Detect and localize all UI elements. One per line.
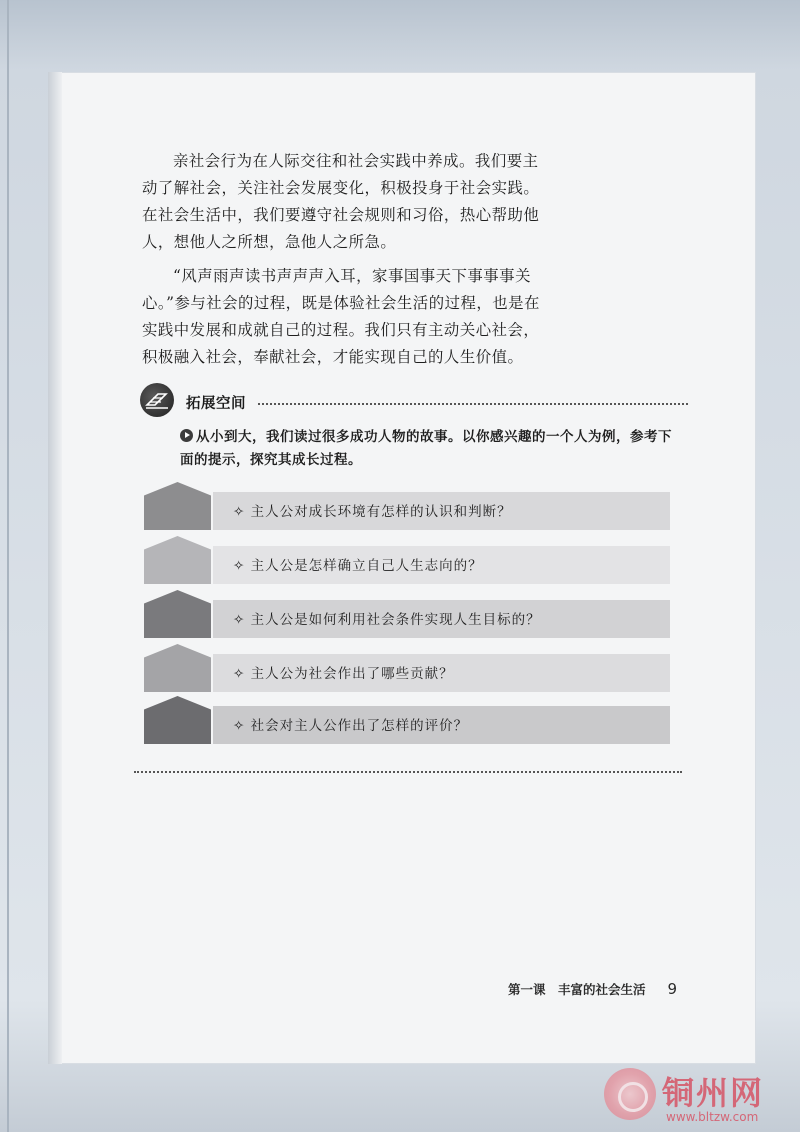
question-tab <box>144 644 211 692</box>
pen-on-paper-icon <box>140 383 174 417</box>
body-text <box>142 148 552 378</box>
question-tab <box>144 482 211 530</box>
question-tab <box>144 536 211 584</box>
question-item <box>144 644 670 692</box>
paragraph: 亲社会行为在人际交往和社会实践中养成。我们要主动了解社会，关注社会发展变化，积极投身于社会实践。在社会生活中，我们要遵守社会规则和习俗，热心帮助他人，想他人之所想，急他人之所急。 <box>142 152 540 251</box>
section-header <box>140 383 688 423</box>
binding-edge <box>7 0 9 1132</box>
dotted-divider <box>134 771 682 773</box>
question-text: ✧ 社会对主人公作出了怎样的评价？ <box>233 718 469 734</box>
page-gutter <box>48 72 62 1064</box>
watermark-logo <box>604 1068 656 1120</box>
question-item <box>144 536 670 584</box>
question-tab <box>144 590 211 638</box>
question-item <box>144 590 670 638</box>
question-text: ✧ 主人公对成长环境有怎样的认识和判断？ <box>233 504 512 520</box>
dotted-divider <box>258 403 688 405</box>
question-text: ✧ 主人公为社会作出了哪些贡献？ <box>233 666 454 682</box>
page-number: 9 <box>667 980 678 998</box>
paragraph: “风声雨声读书声声声入耳，家事国事天下事事事关心。”参与社会的过程，既是体验社会生活的过程，也是在实践中发展和成就自己的过程。我们只有主动关心社会，积极融入社会，奉献社会，才能实现自己的人生价值。 <box>142 267 540 366</box>
section-title: 拓展空间 <box>186 396 246 412</box>
page-footer <box>508 980 688 998</box>
site-watermark <box>604 1066 800 1132</box>
question-item <box>144 696 670 744</box>
prompt-text: 从小到大，我们读过很多成功人物的故事。以你感兴趣的一个人为例，参考下面的提示，探究其成长过程。 <box>180 429 672 468</box>
question-item <box>144 482 670 530</box>
lesson-title: 第一课 丰富的社会生活 <box>508 982 646 997</box>
watermark-url: www.bltzw.com <box>666 1110 759 1124</box>
watermark-name: 铜州网 <box>662 1074 765 1112</box>
question-text: ✧ 主人公是如何利用社会条件实现人生目标的？ <box>233 612 541 628</box>
activity-prompt <box>180 426 680 472</box>
question-tab <box>144 696 211 744</box>
play-arrow-icon <box>180 429 193 442</box>
question-list <box>144 482 670 744</box>
question-text: ✧ 主人公是怎样确立自己人生志向的？ <box>233 558 483 574</box>
